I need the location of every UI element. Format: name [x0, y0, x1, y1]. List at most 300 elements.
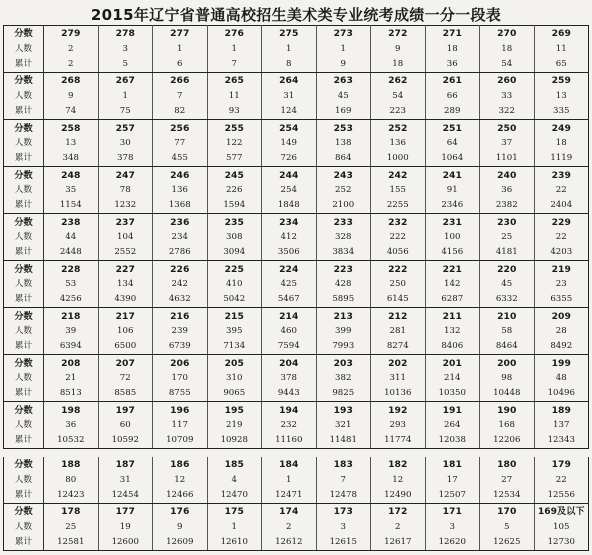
score-cell: 238: [44, 214, 99, 231]
cumulative-cell: 54: [480, 57, 535, 73]
count-cell: 91: [425, 183, 480, 198]
score-cell: 209: [534, 308, 589, 325]
cumulative-cell: 8: [262, 57, 317, 73]
count-cell: 98: [480, 371, 535, 386]
score-cell: 242: [371, 167, 426, 184]
score-cell: 224: [262, 261, 317, 278]
count-cell: 281: [371, 324, 426, 339]
score-cell: 207: [98, 355, 153, 372]
score-cell: 169及以下: [534, 503, 589, 520]
count-cell: 78: [98, 183, 153, 198]
count-cell: 3: [98, 42, 153, 57]
count-cell: 80: [44, 473, 99, 488]
score-cell: 237: [98, 214, 153, 231]
count-cell: 328: [316, 230, 371, 245]
score-cell: 264: [262, 73, 317, 90]
score-cell: 228: [44, 261, 99, 278]
score-cell: 240: [480, 167, 535, 184]
count-cell: 136: [153, 183, 208, 198]
score-cell: 215: [207, 308, 262, 325]
count-cell: 2: [371, 520, 426, 535]
cumulative-cell: 12610: [207, 535, 262, 551]
score-cell: 249: [534, 120, 589, 137]
cumulative-row: [4, 57, 589, 73]
count-cell: 104: [98, 230, 153, 245]
count-cell: 25: [480, 230, 535, 245]
cumulative-cell: 18: [371, 57, 426, 73]
score-cell: 278: [98, 26, 153, 43]
count-cell: 308: [207, 230, 262, 245]
count-cell: 132: [425, 324, 480, 339]
cumulative-cell: 2404: [534, 198, 589, 214]
count-row-label: 人数: [4, 277, 44, 292]
score-row-label: 分数: [4, 457, 44, 473]
score-cell: 270: [480, 26, 535, 43]
score-cell: 212: [371, 308, 426, 325]
cumulative-cell: 124: [262, 104, 317, 120]
score-cell: 247: [98, 167, 153, 184]
score-cell: 248: [44, 167, 99, 184]
cumulative-cell: 1064: [425, 151, 480, 167]
count-cell: 35: [44, 183, 99, 198]
cumulative-cell: 6332: [480, 292, 535, 308]
score-cell: 260: [480, 73, 535, 90]
count-cell: 250: [371, 277, 426, 292]
cumulative-cell: 10496: [534, 386, 589, 402]
count-cell: 9: [44, 89, 99, 104]
page-title: 2015年辽宁省普通高校招生美术类专业统考成绩一分一段表: [90, 6, 502, 24]
score-cell: 187: [98, 457, 153, 473]
cumulative-row-label: 累计: [4, 198, 44, 214]
count-cell: 1: [153, 42, 208, 57]
cumulative-cell: 93: [207, 104, 262, 120]
count-cell: 17: [425, 473, 480, 488]
score-row: [4, 457, 589, 473]
block-gap-cell: [4, 449, 589, 458]
cumulative-cell: 7134: [207, 339, 262, 355]
count-cell: 64: [425, 136, 480, 151]
cumulative-cell: 378: [98, 151, 153, 167]
cumulative-cell: 8274: [371, 339, 426, 355]
score-cell: 186: [153, 457, 208, 473]
score-cell: 259: [534, 73, 589, 90]
score-cell: 201: [425, 355, 480, 372]
score-cell: 184: [262, 457, 317, 473]
score-cell: 194: [262, 402, 317, 419]
cumulative-cell: 864: [316, 151, 371, 167]
count-cell: 170: [153, 371, 208, 386]
score-cell: 177: [98, 503, 153, 520]
cumulative-cell: 4181: [480, 245, 535, 261]
score-cell: 261: [425, 73, 480, 90]
cumulative-cell: 12478: [316, 488, 371, 504]
score-cell: 181: [425, 457, 480, 473]
count-cell: 5: [480, 520, 535, 535]
score-cell: 210: [480, 308, 535, 325]
score-cell: 178: [44, 503, 99, 520]
count-cell: 242: [153, 277, 208, 292]
cumulative-cell: 455: [153, 151, 208, 167]
cumulative-row: [4, 535, 589, 551]
count-row-label: 人数: [4, 473, 44, 488]
cumulative-row: [4, 104, 589, 120]
cumulative-row-label: 累计: [4, 488, 44, 504]
score-cell: 272: [371, 26, 426, 43]
count-cell: 252: [316, 183, 371, 198]
count-cell: 155: [371, 183, 426, 198]
score-table: [3, 25, 589, 551]
cumulative-cell: 12490: [371, 488, 426, 504]
score-row-label: 分数: [4, 167, 44, 184]
score-row: [4, 308, 589, 325]
count-cell: 22: [534, 183, 589, 198]
count-cell: 219: [207, 418, 262, 433]
cumulative-cell: 36: [425, 57, 480, 73]
score-row-label: 分数: [4, 402, 44, 419]
score-row: [4, 355, 589, 372]
score-cell: 171: [425, 503, 480, 520]
count-cell: 4: [207, 473, 262, 488]
cumulative-cell: 6145: [371, 292, 426, 308]
count-cell: 45: [480, 277, 535, 292]
count-row-label: 人数: [4, 183, 44, 198]
cumulative-cell: 11774: [371, 433, 426, 449]
cumulative-row-label: 累计: [4, 151, 44, 167]
score-cell: 204: [262, 355, 317, 372]
score-cell: 208: [44, 355, 99, 372]
score-row-label: 分数: [4, 26, 44, 43]
score-cell: 193: [316, 402, 371, 419]
count-cell: 18: [425, 42, 480, 57]
score-cell: 198: [44, 402, 99, 419]
count-cell: 18: [480, 42, 535, 57]
score-cell: 276: [207, 26, 262, 43]
cumulative-cell: 12730: [534, 535, 589, 551]
cumulative-cell: 1368: [153, 198, 208, 214]
count-cell: 232: [262, 418, 317, 433]
cumulative-cell: 10532: [44, 433, 99, 449]
score-cell: 246: [153, 167, 208, 184]
count-cell: 60: [98, 418, 153, 433]
count-cell: 30: [98, 136, 153, 151]
score-cell: 197: [98, 402, 153, 419]
count-cell: 460: [262, 324, 317, 339]
count-cell: 378: [262, 371, 317, 386]
cumulative-row: [4, 488, 589, 504]
cumulative-cell: 8513: [44, 386, 99, 402]
count-cell: 13: [44, 136, 99, 151]
score-cell: 214: [262, 308, 317, 325]
count-cell: 310: [207, 371, 262, 386]
count-row: [4, 42, 589, 57]
score-cell: 266: [153, 73, 208, 90]
score-cell: 233: [316, 214, 371, 231]
count-cell: 19: [98, 520, 153, 535]
cumulative-cell: 6355: [534, 292, 589, 308]
score-row: [4, 120, 589, 137]
count-cell: 168: [480, 418, 535, 433]
count-row: [4, 371, 589, 386]
cumulative-cell: 12612: [262, 535, 317, 551]
cumulative-cell: 12609: [153, 535, 208, 551]
score-cell: 225: [207, 261, 262, 278]
cumulative-row-label: 累计: [4, 339, 44, 355]
cumulative-cell: 10709: [153, 433, 208, 449]
score-row-label: 分数: [4, 261, 44, 278]
score-cell: 200: [480, 355, 535, 372]
count-row: [4, 520, 589, 535]
cumulative-cell: 12534: [480, 488, 535, 504]
cumulative-cell: 3094: [207, 245, 262, 261]
score-cell: 190: [480, 402, 535, 419]
cumulative-cell: 12466: [153, 488, 208, 504]
score-cell: 226: [153, 261, 208, 278]
count-cell: 13: [534, 89, 589, 104]
cumulative-cell: 12454: [98, 488, 153, 504]
score-cell: 175: [207, 503, 262, 520]
count-row: [4, 230, 589, 245]
count-cell: 1: [262, 42, 317, 57]
count-cell: 37: [480, 136, 535, 151]
score-cell: 250: [480, 120, 535, 137]
cumulative-cell: 3834: [316, 245, 371, 261]
cumulative-cell: 348: [44, 151, 99, 167]
cumulative-cell: 726: [262, 151, 317, 167]
cumulative-cell: 1101: [480, 151, 535, 167]
count-cell: 54: [371, 89, 426, 104]
cumulative-cell: 335: [534, 104, 589, 120]
count-cell: 18: [534, 136, 589, 151]
cumulative-row: [4, 339, 589, 355]
count-cell: 136: [371, 136, 426, 151]
score-cell: 271: [425, 26, 480, 43]
score-cell: 182: [371, 457, 426, 473]
cumulative-cell: 12470: [207, 488, 262, 504]
score-cell: 217: [98, 308, 153, 325]
cumulative-row-label: 累计: [4, 386, 44, 402]
count-row-label: 人数: [4, 418, 44, 433]
cumulative-row-label: 累计: [4, 292, 44, 308]
count-cell: 31: [262, 89, 317, 104]
count-row: [4, 183, 589, 198]
score-cell: 203: [316, 355, 371, 372]
cumulative-cell: 2448: [44, 245, 99, 261]
score-cell: 196: [153, 402, 208, 419]
count-row-label: 人数: [4, 371, 44, 386]
count-cell: 264: [425, 418, 480, 433]
score-cell: 243: [316, 167, 371, 184]
count-cell: 254: [262, 183, 317, 198]
count-cell: 7: [153, 89, 208, 104]
count-cell: 36: [44, 418, 99, 433]
cumulative-cell: 9: [316, 57, 371, 73]
score-cell: 236: [153, 214, 208, 231]
count-cell: 214: [425, 371, 480, 386]
score-cell: 180: [480, 457, 535, 473]
score-cell: 211: [425, 308, 480, 325]
score-cell: 244: [262, 167, 317, 184]
cumulative-cell: 1232: [98, 198, 153, 214]
cumulative-row: [4, 386, 589, 402]
cumulative-cell: 1594: [207, 198, 262, 214]
count-cell: 45: [316, 89, 371, 104]
count-cell: 382: [316, 371, 371, 386]
cumulative-cell: 12620: [425, 535, 480, 551]
count-cell: 412: [262, 230, 317, 245]
cumulative-cell: 5895: [316, 292, 371, 308]
cumulative-cell: 74: [44, 104, 99, 120]
count-cell: 234: [153, 230, 208, 245]
cumulative-cell: 12617: [371, 535, 426, 551]
count-cell: 106: [98, 324, 153, 339]
score-cell: 192: [371, 402, 426, 419]
score-cell: 263: [316, 73, 371, 90]
score-cell: 188: [44, 457, 99, 473]
cumulative-cell: 7594: [262, 339, 317, 355]
score-cell: 265: [207, 73, 262, 90]
count-cell: 137: [534, 418, 589, 433]
count-cell: 1: [98, 89, 153, 104]
score-cell: 202: [371, 355, 426, 372]
score-cell: 239: [534, 167, 589, 184]
cumulative-cell: 7: [207, 57, 262, 73]
score-cell: 183: [316, 457, 371, 473]
score-cell: 220: [480, 261, 535, 278]
count-cell: 3: [425, 520, 480, 535]
count-row-label: 人数: [4, 89, 44, 104]
score-cell: 223: [316, 261, 371, 278]
cumulative-cell: 8755: [153, 386, 208, 402]
cumulative-cell: 9065: [207, 386, 262, 402]
count-cell: 321: [316, 418, 371, 433]
count-cell: 122: [207, 136, 262, 151]
count-cell: 226: [207, 183, 262, 198]
cumulative-cell: 6394: [44, 339, 99, 355]
count-cell: 1: [207, 42, 262, 57]
score-row-label: 分数: [4, 503, 44, 520]
count-cell: 39: [44, 324, 99, 339]
cumulative-cell: 10350: [425, 386, 480, 402]
cumulative-row: [4, 198, 589, 214]
score-cell: 191: [425, 402, 480, 419]
score-cell: 232: [371, 214, 426, 231]
cumulative-cell: 2346: [425, 198, 480, 214]
count-cell: 239: [153, 324, 208, 339]
cumulative-cell: 82: [153, 104, 208, 120]
score-cell: 206: [153, 355, 208, 372]
score-cell: 199: [534, 355, 589, 372]
cumulative-cell: 2255: [371, 198, 426, 214]
cumulative-cell: 12038: [425, 433, 480, 449]
cumulative-cell: 12556: [534, 488, 589, 504]
cumulative-cell: 2100: [316, 198, 371, 214]
count-cell: 44: [44, 230, 99, 245]
score-cell: 267: [98, 73, 153, 90]
cumulative-cell: 65: [534, 57, 589, 73]
count-cell: 117: [153, 418, 208, 433]
count-cell: 425: [262, 277, 317, 292]
score-cell: 219: [534, 261, 589, 278]
cumulative-cell: 8406: [425, 339, 480, 355]
cumulative-cell: 10448: [480, 386, 535, 402]
count-cell: 72: [98, 371, 153, 386]
count-cell: 11: [207, 89, 262, 104]
block-gap: [4, 449, 589, 458]
cumulative-cell: 12206: [480, 433, 535, 449]
score-cell: 195: [207, 402, 262, 419]
cumulative-cell: 5467: [262, 292, 317, 308]
count-cell: 27: [480, 473, 535, 488]
cumulative-cell: 11481: [316, 433, 371, 449]
cumulative-cell: 577: [207, 151, 262, 167]
score-cell: 269: [534, 26, 589, 43]
score-row: [4, 73, 589, 90]
count-row-label: 人数: [4, 230, 44, 245]
count-cell: 311: [371, 371, 426, 386]
count-cell: 28: [534, 324, 589, 339]
cumulative-cell: 5042: [207, 292, 262, 308]
score-cell: 234: [262, 214, 317, 231]
count-cell: 428: [316, 277, 371, 292]
score-cell: 254: [262, 120, 317, 137]
cumulative-cell: 223: [371, 104, 426, 120]
cumulative-cell: 4390: [98, 292, 153, 308]
cumulative-cell: 12625: [480, 535, 535, 551]
count-cell: 222: [371, 230, 426, 245]
score-cell: 252: [371, 120, 426, 137]
count-cell: 58: [480, 324, 535, 339]
score-row: [4, 503, 589, 520]
count-row-label: 人数: [4, 136, 44, 151]
count-cell: 138: [316, 136, 371, 151]
score-cell: 235: [207, 214, 262, 231]
score-cell: 275: [262, 26, 317, 43]
cumulative-cell: 2382: [480, 198, 535, 214]
cumulative-cell: 10592: [98, 433, 153, 449]
cumulative-cell: 4256: [44, 292, 99, 308]
score-cell: 185: [207, 457, 262, 473]
score-cell: 256: [153, 120, 208, 137]
count-row: [4, 136, 589, 151]
count-cell: 22: [534, 473, 589, 488]
score-cell: 245: [207, 167, 262, 184]
count-row: [4, 418, 589, 433]
cumulative-cell: 8492: [534, 339, 589, 355]
score-cell: 268: [44, 73, 99, 90]
cumulative-cell: 2552: [98, 245, 153, 261]
score-cell: 277: [153, 26, 208, 43]
count-cell: 33: [480, 89, 535, 104]
cumulative-cell: 1000: [371, 151, 426, 167]
cumulative-cell: 289: [425, 104, 480, 120]
cumulative-cell: 10136: [371, 386, 426, 402]
cumulative-cell: 11160: [262, 433, 317, 449]
score-row-label: 分数: [4, 355, 44, 372]
count-cell: 395: [207, 324, 262, 339]
count-cell: 3: [316, 520, 371, 535]
cumulative-cell: 9825: [316, 386, 371, 402]
score-row-label: 分数: [4, 73, 44, 90]
cumulative-cell: 6500: [98, 339, 153, 355]
count-cell: 25: [44, 520, 99, 535]
score-cell: 170: [480, 503, 535, 520]
count-cell: 399: [316, 324, 371, 339]
count-row-label: 人数: [4, 42, 44, 57]
count-cell: 31: [98, 473, 153, 488]
score-cell: 253: [316, 120, 371, 137]
count-cell: 410: [207, 277, 262, 292]
count-cell: 1: [207, 520, 262, 535]
